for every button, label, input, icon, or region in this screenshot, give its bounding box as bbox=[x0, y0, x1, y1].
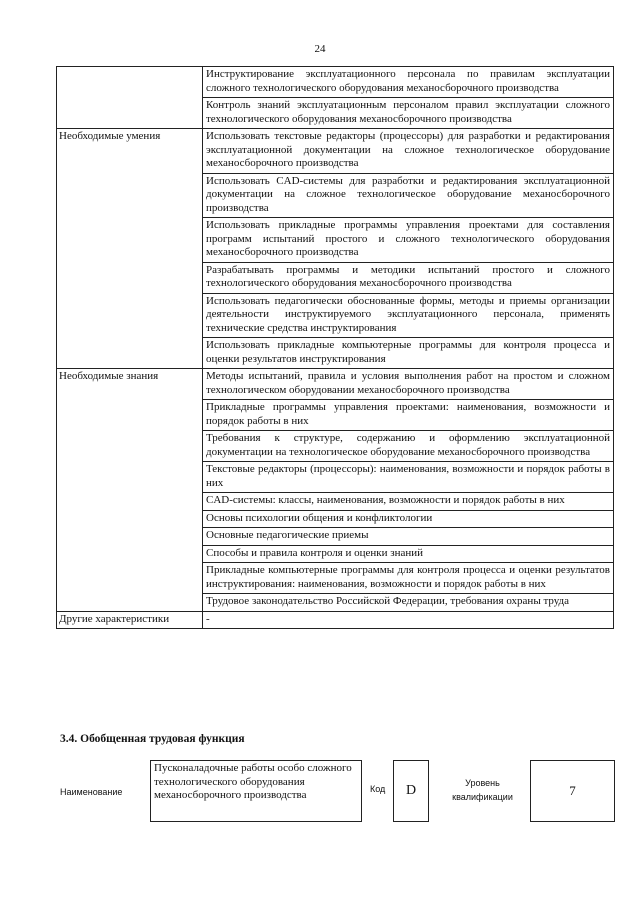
skills-header: Необходимые умения bbox=[57, 129, 203, 369]
knowledge-item: Трудовое законодательство Российской Федерации, требования охраны труда bbox=[203, 594, 614, 612]
knowledge-item: CAD-системы: классы, наименования, возможности и порядок работы в них bbox=[203, 493, 614, 511]
knowledge-item: Способы и правила контроля и оценки знаний bbox=[203, 545, 614, 563]
skill-item: Использовать прикладные программы управления проектами для составления программ испытаний простого и сложного технологического оборудования механосборочного производства bbox=[203, 218, 614, 263]
knowledge-item: Требования к структуре, содержанию и оформлению эксплуатационной документации на технологическое оборудование механосборочного производства bbox=[203, 431, 614, 462]
table-cell: Контроль знаний эксплуатационным персоналом правил эксплуатации сложного технологического оборудования механосборочного производства bbox=[203, 98, 614, 129]
knowledge-header: Необходимые знания bbox=[57, 369, 203, 612]
skill-item: Использовать текстовые редакторы (процессоры) для разработки и редактирования эксплуатационной документации на сложное технологическое оборудование механосборочного производства bbox=[203, 129, 614, 174]
name-label: Наименование bbox=[60, 787, 123, 797]
level-label-line1: Уровень bbox=[465, 778, 500, 788]
row-header-empty bbox=[57, 67, 203, 129]
section-heading: 3.4. Обобщенная трудовая функция bbox=[60, 733, 245, 745]
table-row bbox=[57, 67, 614, 98]
skill-item: Использовать CAD-системы для разработки и редактирования эксплуатационной документации на сложное технологическое оборудование механосборочного производства bbox=[203, 173, 614, 218]
table-row bbox=[57, 369, 614, 400]
code-box: D bbox=[393, 760, 429, 822]
page-number: 24 bbox=[314, 43, 326, 55]
function-name-box: Пусконаладочные работы особо сложного технологического оборудования механосборочного производства bbox=[150, 760, 362, 822]
other-header: Другие характеристики bbox=[57, 611, 203, 629]
knowledge-item: Прикладные компьютерные программы для контроля процесса и оценки результатов инструктирования: наименования, возможности и порядок работы в них bbox=[203, 563, 614, 594]
knowledge-item: Текстовые редакторы (процессоры): наименования, возможности и порядок работы в них bbox=[203, 462, 614, 493]
knowledge-item: Основы психологии общения и конфликтологии bbox=[203, 510, 614, 528]
level-label-line2: квалификации bbox=[452, 792, 513, 802]
knowledge-item: Методы испытаний, правила и условия выполнения работ на простом и сложном технологическом оборудовании механосборочного производства bbox=[203, 369, 614, 400]
table-row bbox=[57, 611, 614, 629]
level-label bbox=[445, 776, 520, 804]
knowledge-item: Основные педагогические приемы bbox=[203, 528, 614, 546]
table-cell: Инструктирование эксплуатационного персонала по правилам эксплуатации сложного технологического оборудования механосборочного производства bbox=[203, 67, 614, 98]
skill-item: Использовать прикладные компьютерные программы для контроля процесса и оценки результатов инструктирования bbox=[203, 338, 614, 369]
skill-item: Разрабатывать программы и методики испытаний простого и сложного технологического оборудования механосборочного производства bbox=[203, 262, 614, 293]
knowledge-item: Прикладные программы управления проектами: наименования, возможности и порядок работы в них bbox=[203, 400, 614, 431]
qualification-level-box: 7 bbox=[530, 760, 615, 822]
other-value: - bbox=[203, 611, 614, 629]
code-label: Код bbox=[370, 784, 386, 794]
skill-item: Использовать педагогически обоснованные формы, методы и приемы организации деятельности инструктируемого эксплуатационного персонала, применять технические средства инструктирования bbox=[203, 293, 614, 338]
requirements-table bbox=[56, 66, 614, 629]
table-row bbox=[57, 129, 614, 174]
